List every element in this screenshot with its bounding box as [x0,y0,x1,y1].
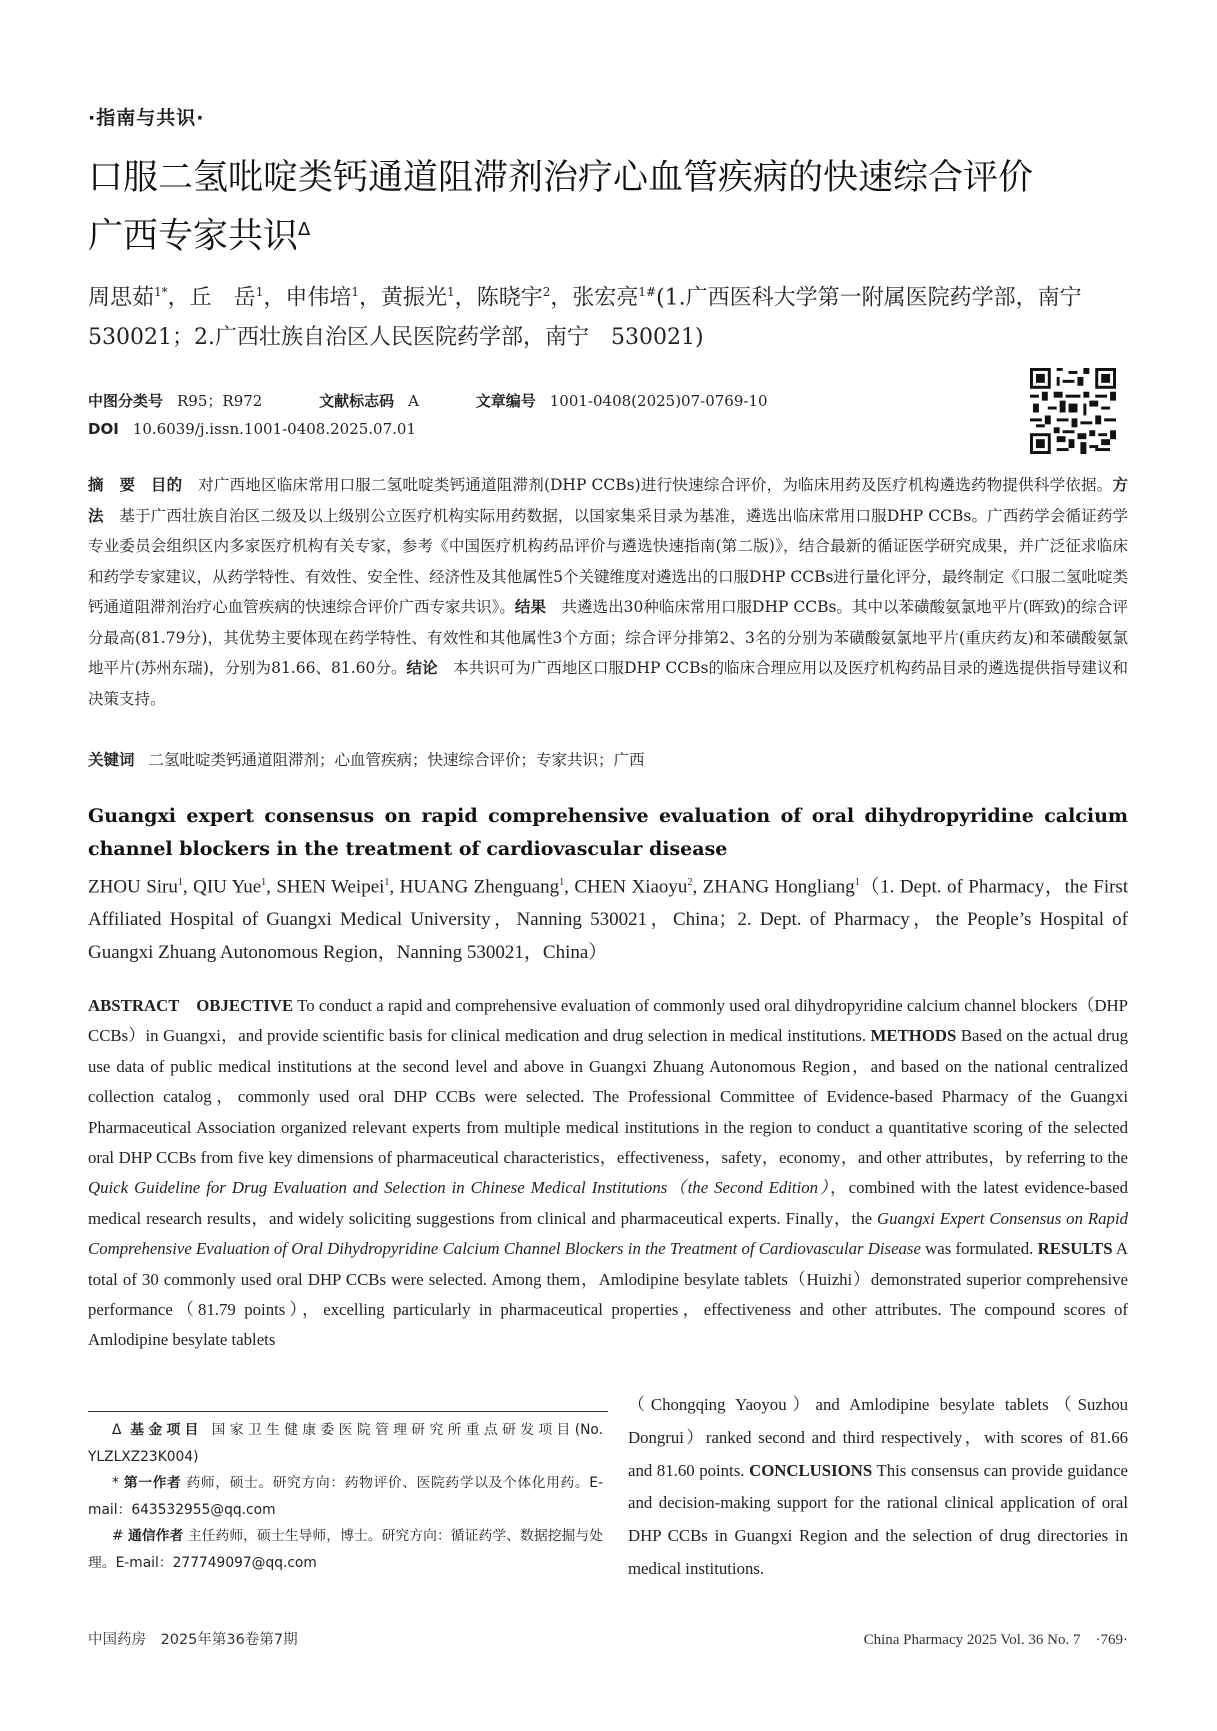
cn-abstract [88,470,1128,714]
doi-value: 10.6039/j.issn.1001-0408.2025.07.01 [132,420,416,438]
consensus-title: Guangxi Expert Consensus on Rapid Comprehensive Evaluation of Oral Dihydropyridine Calcium Channel Blockers in the Treatment of Cardiovascular Disease [88,1208,1129,1259]
author-sup: 1 [384,877,390,888]
en-title: Guangxi expert consensus on rapid comprehensive evaluation of oral dihydropyridine calcium channel blockers in the treatment of cardiovascular disease [88,805,1128,860]
results-text: 共遴选出30种临床常用口服DHP CCBs。其中以苯磺酸氨氯地平片(晖致)的综合评分最高(81.79分)，其优势主要体现在药学特性、有效性和其他属性3个方面；综合评分排第2、3名的分别为苯磺酸氨氯地平片(重庆药友)和苯磺酸氨氯地平片(苏州东瑞)，分别为81.66、81.60分。 [88,598,1128,677]
note-label: 通信作者 [128,1528,184,1544]
author-name: CHEN Xiaoyu [574,876,688,898]
author-name: HUANG Zhenguang [399,876,560,898]
doc-code-value: A [408,392,419,410]
methods-text-3: was formulated. [925,1239,1034,1259]
doc-code-label: 文献标志码 [319,392,395,410]
doi-label: DOI [88,420,119,438]
cn-affiliations: (1.广西医科大学第一附属医院药学部，南宁 530021；2.广西壮族自治区人民医院药学部，南宁 530021) [88,285,1104,351]
corresponding-author-note [88,1523,603,1576]
author-sup: 1 [447,285,455,299]
clc-value: R95；R972 [177,392,263,410]
article-no-label: 文章编号 [475,392,536,410]
author-sup: 2 [542,285,551,299]
author-name: 周思茹 [88,285,155,311]
keywords-value: 二氢吡啶类钙通道阻滞剂；心血管疾病；快速综合评价；专家共识；广西 [148,751,645,769]
author-name: 张宏亮 [572,285,639,311]
author-name: 黄振光 [381,285,448,311]
cn-title-line1: 口服二氢吡啶类钙通道阻滞剂治疗心血管疾病的快速综合评价 [88,158,1034,198]
section-tag: ·指南与共识· [88,107,205,129]
cn-author-list: 周思茹$^{1*}$，丘 岳$^1$，申伟培$^1$，黄振光$^1$，陈晓宇$^2$，张宏亮$^{1\#}$(1.广西医科大学第一附属医院药学部，南宁 530021；2.广西壮族自治区人民医院药学部，南宁 530021) [88,285,1104,351]
methods-label: METHODS [870,1026,957,1046]
methods-text: 基于广西壮族自治区二级及以上级别公立医疗机构实际用药数据，以国家集采目录为基准，遴选出临床常用口服DHP CCBs。广西药学会循证药学专业委员会组织区内多家医疗机构有关专家，参考《中国医疗机构药品评价与遴选快速指南(第二版)》，结合最新的循证医学研究成果，并广泛征求临床和药学专家建议，从药学特性、有效性、安全性、经济性及其他属性5个关键维度对遴选出的口服DHP CCBs进行量化评分，最终制定《口服二氢吡啶类钙通道阻滞剂治疗心血管疾病的快速综合评价广西专家共识》。 [88,506,1128,616]
author-sup: 1 [351,285,359,299]
en-abstract-continued [628,1389,1128,1586]
en-abstract [88,991,1128,1356]
conclusions-label: CONCLUSIONS [749,1460,873,1480]
author-sup: 1 [255,285,264,299]
note-text: 主任药师，硕士生导师，博士。研究方向：循证药学、数据挖掘与处理。E-mail：277749097@qq.com [88,1528,604,1571]
objective-text: To conduct a rapid and comprehensive evaluation of commonly used oral dihydropyridine calcium channel blockers（DHP CCBs）in Guangxi，and provide scientific basis for clinical medication and drug selection in medical institutions. [88,996,1128,1046]
clc-label: 中图分类号 [88,392,164,410]
results-label: 结果 [514,598,546,616]
note-mark: * [112,1475,119,1491]
author-name: 丘 岳 [189,285,256,311]
first-author-note [88,1470,603,1523]
note-text: 药师，硕士。研究方向：药物评价、医院药学以及个体化用药。E-mail：643532955@qq.com [88,1475,604,1518]
cn-title-line2: 广西专家共识 [88,216,299,257]
footer-journal-cn: 中国药房 2025年第36卷第7期 [88,1632,298,1648]
en-author-list: ZHOU Siru$^1$, QIU Yue$^1$, SHEN Weipei$^1$, HUANG Zhenguang$^1$, CHEN Xiaoyu$^2$, ZHANG Hongliang$^1$（1. Dept. of Pharmacy，the First Affiliated Hospital of Guangxi Medical University，Nanning 530021，China；2. Dept. of Pharmacy，the People’s Hospital of Guangxi Zhuang Autonomous Region，Nanning 530021，China） [88,876,1129,964]
funding-note [88,1417,603,1470]
abstract-label: 摘 要 [88,476,136,494]
funding-mark: Δ [298,219,311,240]
qr-code-icon[interactable] [1030,368,1116,454]
cn-keywords [88,748,1128,770]
keywords-label: 关键词 [88,751,135,769]
objective-label: 目的 [150,476,183,494]
methods-text: Based on the actual drug use data of public medical institutions at the second level and above in Guangxi Zhuang Autonomous Region，and based on the national centralized collection catalog，commonly used oral DHP CCBs were selected. The Professional Committee of Evidence-based Pharmacy of the Guangxi Pharmaceutical Association organized relevant experts from multiple medical institutions in the region to conduct a quantitative scoring of the selected oral DHP CCBs from five key dimensions of pharmaceutical characteristics，effectiveness，safety，economy，and other attributes，by referring to the [88,1026,1129,1168]
conclusions-text: This consensus can provide guidance and decision-making support for the rational clinical application of oral DHP CCBs in Guangxi Region and the selection of drug directories in medical institutions. [628,1460,1128,1578]
author-name: 陈晓宇 [476,285,543,311]
note-label: 第一作者 [123,1475,182,1491]
methods-label: 方法 [88,476,1128,525]
en-affiliations: （1. Dept. of Pharmacy，the First Affiliated Hospital of Guangxi Medical University，Nanning 530021，China；2. Dept. of Pharmacy，the People’s Hospital of Guangxi Zhuang Autonomous Region，Nanning 530021，China） [88,876,1129,964]
doi-row [88,420,468,438]
conclusions-text: 本共识可为广西地区口服DHP CCBs的临床合理应用以及医疗机构药品目录的遴选提供指导建议和决策支持。 [88,659,1128,708]
note-label: 基金项目 [130,1422,203,1438]
article-meta [88,390,820,411]
methods-text-2: ，combined with the latest evidence-based medical research results，and widely soliciting suggestions from clinical and pharmaceutical experts. Finally，the [88,1178,1128,1228]
objective-label: OBJECTIVE [196,996,294,1015]
author-sup: 2 [687,877,693,888]
author-sup: 1 [177,877,183,888]
author-name: ZHANG Hongliang [702,876,855,898]
results-label: RESULTS [1037,1239,1113,1259]
footer-journal-en: China Pharmacy 2025 Vol. 36 No. 7 ·769· [863,1632,1128,1648]
note-mark: # [112,1528,124,1544]
article-no-value: 1001-0408(2025)07-0769-10 [549,392,768,410]
conclusions-label: 结论 [406,659,438,677]
author-sup: 1* [154,285,168,299]
abstract-label: ABSTRACT [88,996,180,1015]
author-sup: 1 [261,877,267,888]
author-sup: 1# [638,285,657,299]
author-name: SHEN Weipei [276,876,385,898]
cn-title [88,152,1138,263]
author-sup: 1 [854,877,860,888]
author-name: QIU Yue [193,876,262,898]
footnote-rule [88,1411,608,1412]
note-mark: Δ [112,1422,122,1438]
results-text-2: （Chongqing Yaoyou）and Amlodipine besylate tablets（Suzhou Dongrui）ranked second and third respectively，with scores of 81.66 and 81.60 points. [628,1395,1128,1480]
objective-text: 对广西地区临床常用口服二氢吡啶类钙通道阻滞剂(DHP CCBs)进行快速综合评价，为临床用药及医疗机构遴选药物提供科学依据。 [198,476,1113,494]
author-name: 申伟培 [285,285,352,311]
results-text: A total of 30 commonly used oral DHP CCBs were selected. Among them，Amlodipine besylate tablets（Huizhi）demonstrated superior comprehensive performance（81.79 points），excelling particularly in pharmaceutical properties，effectiveness and other attributes. The compound scores of Amlodipine besylate tablets [88,1239,1128,1350]
footnotes [88,1417,603,1576]
note-text: 国家卫生健康委医院管理研究所重点研发项目(No. YLZLXZ23K004) [88,1422,603,1465]
author-name: ZHOU Siru [88,876,178,898]
author-sup: 1 [559,877,565,888]
guideline-title: Quick Guideline for Drug Evaluation and Selection in Chinese Medical Institutions（the Second Edition） [88,1178,831,1198]
